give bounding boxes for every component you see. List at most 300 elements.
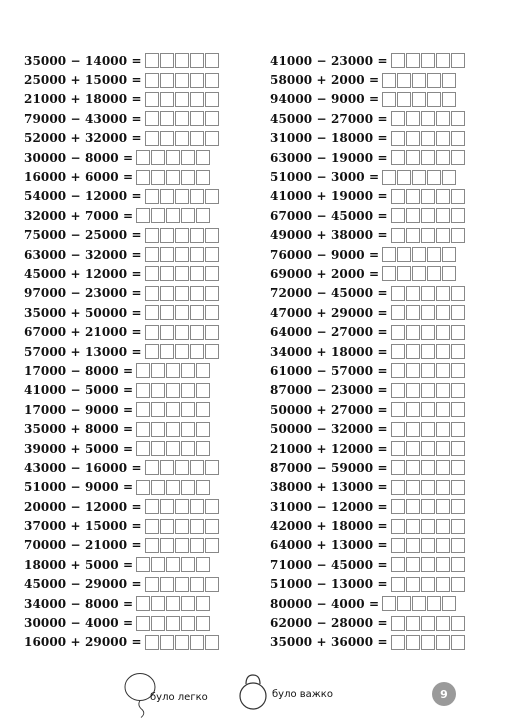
answer-box[interactable] <box>151 557 165 572</box>
answer-box[interactable] <box>382 266 396 281</box>
answer-box[interactable] <box>160 73 174 88</box>
answer-box[interactable] <box>181 422 195 437</box>
answer-box[interactable] <box>421 402 435 417</box>
answer-box[interactable] <box>382 92 396 107</box>
answer-box[interactable] <box>406 286 420 301</box>
answer-box[interactable] <box>451 131 465 146</box>
answer-box[interactable] <box>205 92 219 107</box>
answer-box[interactable] <box>436 208 450 223</box>
answer-box[interactable] <box>436 344 450 359</box>
answer-box[interactable] <box>175 189 189 204</box>
answer-box[interactable] <box>391 228 405 243</box>
answer-box[interactable] <box>166 422 180 437</box>
answer-box[interactable] <box>196 383 210 398</box>
answer-box[interactable] <box>421 363 435 378</box>
answer-box[interactable] <box>181 557 195 572</box>
answer-box[interactable] <box>421 499 435 514</box>
answer-box[interactable] <box>145 228 159 243</box>
answer-box[interactable] <box>190 92 204 107</box>
answer-box[interactable] <box>391 460 405 475</box>
answer-box[interactable] <box>421 305 435 320</box>
answer-box[interactable] <box>151 150 165 165</box>
answer-box[interactable] <box>421 480 435 495</box>
answer-box[interactable] <box>190 111 204 126</box>
answer-box[interactable] <box>442 596 456 611</box>
answer-box[interactable] <box>175 247 189 262</box>
answer-box[interactable] <box>436 616 450 631</box>
answer-box[interactable] <box>412 596 426 611</box>
answer-box[interactable] <box>391 422 405 437</box>
answer-box[interactable] <box>145 73 159 88</box>
answer-box[interactable] <box>160 344 174 359</box>
answer-box[interactable] <box>412 266 426 281</box>
answer-box[interactable] <box>391 189 405 204</box>
answer-box[interactable] <box>391 150 405 165</box>
answer-box[interactable] <box>175 635 189 650</box>
answer-box[interactable] <box>397 266 411 281</box>
answer-box[interactable] <box>136 383 150 398</box>
answer-box[interactable] <box>406 363 420 378</box>
answer-box[interactable] <box>190 538 204 553</box>
answer-box[interactable] <box>205 286 219 301</box>
answer-box[interactable] <box>145 131 159 146</box>
answer-box[interactable] <box>421 635 435 650</box>
answer-box[interactable] <box>181 402 195 417</box>
answer-box[interactable] <box>196 422 210 437</box>
answer-box[interactable] <box>160 519 174 534</box>
answer-box[interactable] <box>205 577 219 592</box>
answer-box[interactable] <box>421 208 435 223</box>
answer-box[interactable] <box>382 73 396 88</box>
answer-box[interactable] <box>175 286 189 301</box>
answer-box[interactable] <box>442 266 456 281</box>
answer-box[interactable] <box>136 363 150 378</box>
answer-box[interactable] <box>166 208 180 223</box>
answer-box[interactable] <box>382 247 396 262</box>
answer-box[interactable] <box>175 92 189 107</box>
answer-box[interactable] <box>421 53 435 68</box>
answer-box[interactable] <box>175 305 189 320</box>
answer-box[interactable] <box>175 519 189 534</box>
answer-box[interactable] <box>205 131 219 146</box>
answer-box[interactable] <box>166 402 180 417</box>
answer-box[interactable] <box>391 325 405 340</box>
answer-box[interactable] <box>391 538 405 553</box>
answer-box[interactable] <box>451 150 465 165</box>
answer-box[interactable] <box>391 131 405 146</box>
answer-box[interactable] <box>421 228 435 243</box>
answer-box[interactable] <box>145 519 159 534</box>
answer-box[interactable] <box>175 577 189 592</box>
answer-box[interactable] <box>391 519 405 534</box>
answer-box[interactable] <box>421 557 435 572</box>
answer-box[interactable] <box>181 596 195 611</box>
answer-box[interactable] <box>421 519 435 534</box>
answer-box[interactable] <box>145 460 159 475</box>
answer-box[interactable] <box>391 383 405 398</box>
answer-box[interactable] <box>151 480 165 495</box>
answer-box[interactable] <box>136 422 150 437</box>
answer-box[interactable] <box>406 383 420 398</box>
answer-box[interactable] <box>151 402 165 417</box>
answer-box[interactable] <box>160 460 174 475</box>
answer-box[interactable] <box>136 596 150 611</box>
answer-box[interactable] <box>421 441 435 456</box>
answer-box[interactable] <box>166 150 180 165</box>
answer-box[interactable] <box>442 73 456 88</box>
answer-box[interactable] <box>175 73 189 88</box>
answer-box[interactable] <box>196 596 210 611</box>
answer-box[interactable] <box>382 596 396 611</box>
answer-box[interactable] <box>145 189 159 204</box>
answer-box[interactable] <box>451 344 465 359</box>
answer-box[interactable] <box>151 596 165 611</box>
answer-box[interactable] <box>166 480 180 495</box>
answer-box[interactable] <box>145 344 159 359</box>
answer-box[interactable] <box>451 577 465 592</box>
answer-box[interactable] <box>451 616 465 631</box>
answer-box[interactable] <box>166 441 180 456</box>
answer-box[interactable] <box>451 557 465 572</box>
answer-box[interactable] <box>175 344 189 359</box>
answer-box[interactable] <box>205 111 219 126</box>
answer-box[interactable] <box>166 363 180 378</box>
answer-box[interactable] <box>412 247 426 262</box>
answer-box[interactable] <box>190 189 204 204</box>
answer-box[interactable] <box>166 383 180 398</box>
answer-box[interactable] <box>391 53 405 68</box>
answer-box[interactable] <box>136 616 150 631</box>
answer-box[interactable] <box>436 305 450 320</box>
answer-box[interactable] <box>205 325 219 340</box>
answer-box[interactable] <box>145 286 159 301</box>
answer-box[interactable] <box>406 519 420 534</box>
answer-box[interactable] <box>160 635 174 650</box>
answer-box[interactable] <box>436 422 450 437</box>
answer-box[interactable] <box>145 111 159 126</box>
answer-box[interactable] <box>166 557 180 572</box>
answer-box[interactable] <box>151 441 165 456</box>
answer-box[interactable] <box>436 519 450 534</box>
answer-box[interactable] <box>406 635 420 650</box>
answer-box[interactable] <box>427 596 441 611</box>
answer-box[interactable] <box>427 92 441 107</box>
answer-box[interactable] <box>190 286 204 301</box>
answer-box[interactable] <box>160 247 174 262</box>
answer-box[interactable] <box>421 422 435 437</box>
answer-box[interactable] <box>406 499 420 514</box>
answer-box[interactable] <box>181 150 195 165</box>
answer-box[interactable] <box>175 325 189 340</box>
answer-box[interactable] <box>427 170 441 185</box>
answer-box[interactable] <box>391 363 405 378</box>
answer-box[interactable] <box>160 325 174 340</box>
answer-box[interactable] <box>160 286 174 301</box>
answer-box[interactable] <box>160 53 174 68</box>
answer-box[interactable] <box>406 577 420 592</box>
answer-box[interactable] <box>391 286 405 301</box>
answer-box[interactable] <box>451 480 465 495</box>
answer-box[interactable] <box>421 616 435 631</box>
answer-box[interactable] <box>205 228 219 243</box>
answer-box[interactable] <box>151 383 165 398</box>
answer-box[interactable] <box>436 538 450 553</box>
answer-box[interactable] <box>406 53 420 68</box>
answer-box[interactable] <box>145 577 159 592</box>
answer-box[interactable] <box>436 499 450 514</box>
answer-box[interactable] <box>421 111 435 126</box>
answer-box[interactable] <box>397 247 411 262</box>
answer-box[interactable] <box>397 92 411 107</box>
answer-box[interactable] <box>136 557 150 572</box>
answer-box[interactable] <box>436 577 450 592</box>
answer-box[interactable] <box>196 170 210 185</box>
answer-box[interactable] <box>427 247 441 262</box>
answer-box[interactable] <box>436 363 450 378</box>
answer-box[interactable] <box>196 616 210 631</box>
answer-box[interactable] <box>175 538 189 553</box>
answer-box[interactable] <box>382 170 396 185</box>
answer-box[interactable] <box>196 402 210 417</box>
answer-box[interactable] <box>190 460 204 475</box>
answer-box[interactable] <box>436 441 450 456</box>
answer-box[interactable] <box>151 208 165 223</box>
answer-box[interactable] <box>166 596 180 611</box>
answer-box[interactable] <box>196 480 210 495</box>
answer-box[interactable] <box>436 111 450 126</box>
answer-box[interactable] <box>190 73 204 88</box>
answer-box[interactable] <box>442 92 456 107</box>
answer-box[interactable] <box>391 111 405 126</box>
answer-box[interactable] <box>205 635 219 650</box>
answer-box[interactable] <box>421 150 435 165</box>
answer-box[interactable] <box>190 247 204 262</box>
answer-box[interactable] <box>421 286 435 301</box>
answer-box[interactable] <box>421 189 435 204</box>
answer-box[interactable] <box>406 422 420 437</box>
answer-box[interactable] <box>406 111 420 126</box>
answer-box[interactable] <box>181 383 195 398</box>
answer-box[interactable] <box>451 538 465 553</box>
answer-box[interactable] <box>406 460 420 475</box>
answer-box[interactable] <box>406 616 420 631</box>
answer-box[interactable] <box>190 635 204 650</box>
answer-box[interactable] <box>196 557 210 572</box>
answer-box[interactable] <box>406 150 420 165</box>
answer-box[interactable] <box>436 460 450 475</box>
answer-box[interactable] <box>451 325 465 340</box>
answer-box[interactable] <box>160 189 174 204</box>
answer-box[interactable] <box>406 189 420 204</box>
answer-box[interactable] <box>421 383 435 398</box>
answer-box[interactable] <box>190 305 204 320</box>
answer-box[interactable] <box>406 344 420 359</box>
answer-box[interactable] <box>145 635 159 650</box>
answer-box[interactable] <box>406 441 420 456</box>
answer-box[interactable] <box>391 557 405 572</box>
answer-box[interactable] <box>181 616 195 631</box>
answer-box[interactable] <box>160 577 174 592</box>
answer-box[interactable] <box>406 305 420 320</box>
answer-box[interactable] <box>391 344 405 359</box>
answer-box[interactable] <box>175 131 189 146</box>
answer-box[interactable] <box>451 305 465 320</box>
answer-box[interactable] <box>175 266 189 281</box>
answer-box[interactable] <box>436 150 450 165</box>
answer-box[interactable] <box>205 53 219 68</box>
answer-box[interactable] <box>391 499 405 514</box>
answer-box[interactable] <box>436 228 450 243</box>
answer-box[interactable] <box>421 344 435 359</box>
answer-box[interactable] <box>160 305 174 320</box>
answer-box[interactable] <box>451 383 465 398</box>
answer-box[interactable] <box>451 460 465 475</box>
answer-box[interactable] <box>205 538 219 553</box>
answer-box[interactable] <box>160 266 174 281</box>
answer-box[interactable] <box>451 189 465 204</box>
answer-box[interactable] <box>391 402 405 417</box>
answer-box[interactable] <box>196 363 210 378</box>
answer-box[interactable] <box>421 131 435 146</box>
answer-box[interactable] <box>451 519 465 534</box>
answer-box[interactable] <box>196 208 210 223</box>
answer-box[interactable] <box>145 325 159 340</box>
hard-rating[interactable] <box>236 672 333 712</box>
answer-box[interactable] <box>451 111 465 126</box>
answer-box[interactable] <box>196 441 210 456</box>
answer-box[interactable] <box>391 305 405 320</box>
answer-box[interactable] <box>181 208 195 223</box>
answer-box[interactable] <box>406 325 420 340</box>
answer-box[interactable] <box>166 616 180 631</box>
answer-box[interactable] <box>151 170 165 185</box>
answer-box[interactable] <box>175 499 189 514</box>
answer-box[interactable] <box>451 53 465 68</box>
answer-box[interactable] <box>145 305 159 320</box>
answer-box[interactable] <box>160 111 174 126</box>
answer-box[interactable] <box>205 519 219 534</box>
answer-box[interactable] <box>451 228 465 243</box>
answer-box[interactable] <box>421 538 435 553</box>
easy-rating[interactable] <box>122 672 208 718</box>
answer-box[interactable] <box>145 266 159 281</box>
answer-box[interactable] <box>436 131 450 146</box>
answer-box[interactable] <box>397 596 411 611</box>
answer-box[interactable] <box>145 499 159 514</box>
answer-box[interactable] <box>205 73 219 88</box>
answer-box[interactable] <box>391 635 405 650</box>
answer-box[interactable] <box>406 131 420 146</box>
answer-box[interactable] <box>442 247 456 262</box>
answer-box[interactable] <box>406 402 420 417</box>
answer-box[interactable] <box>175 111 189 126</box>
answer-box[interactable] <box>412 170 426 185</box>
answer-box[interactable] <box>160 131 174 146</box>
answer-box[interactable] <box>145 53 159 68</box>
answer-box[interactable] <box>436 383 450 398</box>
answer-box[interactable] <box>451 635 465 650</box>
answer-box[interactable] <box>205 266 219 281</box>
answer-box[interactable] <box>412 73 426 88</box>
answer-box[interactable] <box>406 538 420 553</box>
answer-box[interactable] <box>391 441 405 456</box>
answer-box[interactable] <box>427 73 441 88</box>
answer-box[interactable] <box>451 441 465 456</box>
answer-box[interactable] <box>421 325 435 340</box>
answer-box[interactable] <box>406 480 420 495</box>
answer-box[interactable] <box>451 422 465 437</box>
answer-box[interactable] <box>427 266 441 281</box>
answer-box[interactable] <box>136 402 150 417</box>
answer-box[interactable] <box>190 53 204 68</box>
answer-box[interactable] <box>145 247 159 262</box>
answer-box[interactable] <box>436 557 450 572</box>
answer-box[interactable] <box>406 228 420 243</box>
answer-box[interactable] <box>391 616 405 631</box>
answer-box[interactable] <box>190 131 204 146</box>
answer-box[interactable] <box>136 441 150 456</box>
answer-box[interactable] <box>190 266 204 281</box>
answer-box[interactable] <box>406 557 420 572</box>
answer-box[interactable] <box>190 499 204 514</box>
answer-box[interactable] <box>451 402 465 417</box>
answer-box[interactable] <box>451 363 465 378</box>
answer-box[interactable] <box>421 577 435 592</box>
answer-box[interactable] <box>136 150 150 165</box>
answer-box[interactable] <box>391 208 405 223</box>
answer-box[interactable] <box>196 150 210 165</box>
answer-box[interactable] <box>451 208 465 223</box>
answer-box[interactable] <box>175 53 189 68</box>
answer-box[interactable] <box>160 228 174 243</box>
answer-box[interactable] <box>205 247 219 262</box>
answer-box[interactable] <box>181 441 195 456</box>
answer-box[interactable] <box>181 480 195 495</box>
answer-box[interactable] <box>190 344 204 359</box>
answer-box[interactable] <box>160 499 174 514</box>
answer-box[interactable] <box>391 480 405 495</box>
answer-box[interactable] <box>181 363 195 378</box>
answer-box[interactable] <box>151 616 165 631</box>
answer-box[interactable] <box>160 92 174 107</box>
answer-box[interactable] <box>190 325 204 340</box>
answer-box[interactable] <box>205 344 219 359</box>
answer-box[interactable] <box>181 170 195 185</box>
answer-box[interactable] <box>205 499 219 514</box>
answer-box[interactable] <box>436 480 450 495</box>
answer-box[interactable] <box>436 325 450 340</box>
answer-box[interactable] <box>391 577 405 592</box>
answer-box[interactable] <box>421 460 435 475</box>
answer-box[interactable] <box>160 538 174 553</box>
answer-box[interactable] <box>436 286 450 301</box>
answer-box[interactable] <box>151 422 165 437</box>
answer-box[interactable] <box>451 499 465 514</box>
answer-box[interactable] <box>436 53 450 68</box>
answer-box[interactable] <box>145 538 159 553</box>
answer-box[interactable] <box>136 170 150 185</box>
answer-box[interactable] <box>397 170 411 185</box>
answer-box[interactable] <box>190 519 204 534</box>
answer-box[interactable] <box>406 208 420 223</box>
answer-box[interactable] <box>436 402 450 417</box>
answer-box[interactable] <box>412 92 426 107</box>
answer-box[interactable] <box>175 228 189 243</box>
answer-box[interactable] <box>136 208 150 223</box>
answer-box[interactable] <box>436 189 450 204</box>
answer-box[interactable] <box>451 286 465 301</box>
answer-box[interactable] <box>205 189 219 204</box>
